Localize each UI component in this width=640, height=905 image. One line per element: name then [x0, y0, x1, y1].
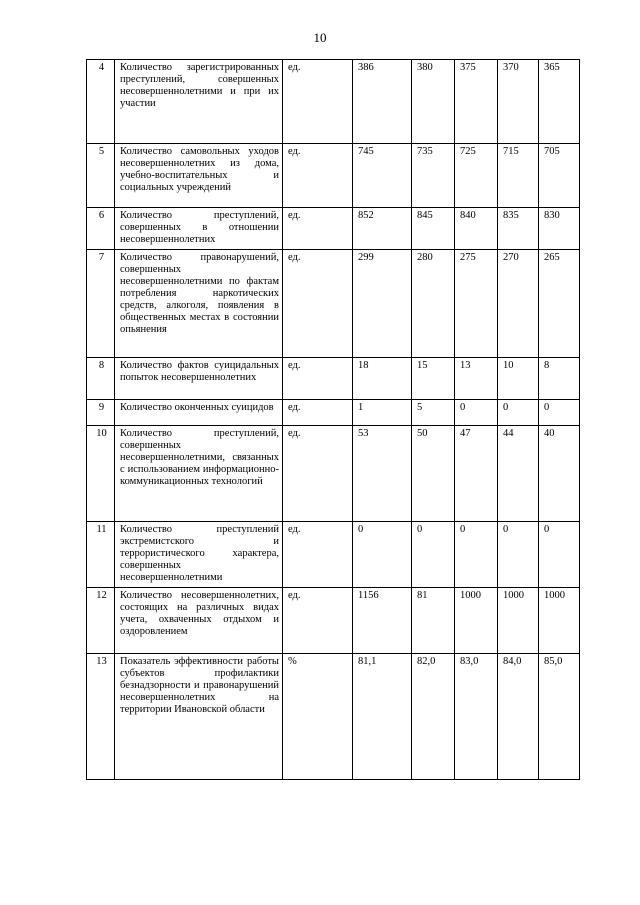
unit-cell: ед. [283, 60, 353, 144]
value-cell: 0 [353, 522, 412, 588]
value-cell: 82,0 [412, 654, 455, 780]
value-cell: 0 [412, 522, 455, 588]
value-cell: 852 [353, 208, 412, 250]
value-cell: 18 [353, 358, 412, 400]
table-row [87, 208, 580, 250]
value-cell: 386 [353, 60, 412, 144]
unit-cell: ед. [283, 358, 353, 400]
value-cell: 735 [412, 144, 455, 208]
value-cell: 370 [498, 60, 539, 144]
value-cell: 835 [498, 208, 539, 250]
value-cell: 375 [455, 60, 498, 144]
unit-cell: ед. [283, 400, 353, 426]
value-cell: 275 [455, 250, 498, 358]
value-cell: 15 [412, 358, 455, 400]
value-cell: 10 [498, 358, 539, 400]
row-number-cell: 5 [87, 144, 115, 208]
value-cell: 5 [412, 400, 455, 426]
indicator-name-cell: Количество преступлений, совершенных несовершеннолетними, связанных с использованием информационно-коммуникационных технологий [115, 426, 283, 522]
value-cell: 50 [412, 426, 455, 522]
value-cell: 380 [412, 60, 455, 144]
page-number: 10 [313, 30, 327, 45]
value-cell: 265 [539, 250, 580, 358]
value-cell: 1 [353, 400, 412, 426]
value-cell: 840 [455, 208, 498, 250]
value-cell: 1000 [539, 588, 580, 654]
value-cell: 85,0 [539, 654, 580, 780]
value-cell: 745 [353, 144, 412, 208]
indicator-name-cell: Количество несовершеннолетних, состоящих на различных видах учета, охваченных отдыхом и оздоровлением [115, 588, 283, 654]
table-row [87, 654, 580, 780]
value-cell: 715 [498, 144, 539, 208]
value-cell: 40 [539, 426, 580, 522]
row-number-cell: 10 [87, 426, 115, 522]
indicators-table [86, 59, 580, 780]
row-number-cell: 8 [87, 358, 115, 400]
table-row [87, 426, 580, 522]
value-cell: 725 [455, 144, 498, 208]
indicator-name-cell: Количество зарегистрированных преступлений, совершенных несовершеннолетними и при их участии [115, 60, 283, 144]
value-cell: 280 [412, 250, 455, 358]
table-row [87, 144, 580, 208]
indicator-name-cell: Показатель эффективности работы субъектов профилактики безнадзорности и правонарушений несовершеннолетних на территории Ивановской области [115, 654, 283, 780]
row-number-cell: 12 [87, 588, 115, 654]
indicator-name-cell: Количество самовольных уходов несовершеннолетних из дома, учебно-воспитательных и социальных учреждений [115, 144, 283, 208]
value-cell: 270 [498, 250, 539, 358]
indicator-name-cell: Количество оконченных суицидов [115, 400, 283, 426]
value-cell: 299 [353, 250, 412, 358]
unit-cell: ед. [283, 208, 353, 250]
table-row [87, 588, 580, 654]
indicator-name-cell: Количество правонарушений, совершенных несовершеннолетними по фактам потребления наркотических средств, алкоголя, появления в общественных местах в состоянии опьянения [115, 250, 283, 358]
unit-cell: ед. [283, 522, 353, 588]
value-cell: 0 [539, 522, 580, 588]
table-row [87, 400, 580, 426]
value-cell: 44 [498, 426, 539, 522]
value-cell: 365 [539, 60, 580, 144]
table-row [87, 60, 580, 144]
table-row [87, 358, 580, 400]
indicator-name-cell: Количество фактов суицидальных попыток несовершеннолетних [115, 358, 283, 400]
unit-cell: ед. [283, 250, 353, 358]
value-cell: 1000 [455, 588, 498, 654]
table-body [87, 60, 580, 780]
value-cell: 8 [539, 358, 580, 400]
row-number-cell: 7 [87, 250, 115, 358]
row-number-cell: 6 [87, 208, 115, 250]
unit-cell: ед. [283, 144, 353, 208]
value-cell: 705 [539, 144, 580, 208]
indicator-name-cell: Количество преступлений, совершенных в отношении несовершеннолетних [115, 208, 283, 250]
value-cell: 0 [498, 400, 539, 426]
table-row [87, 522, 580, 588]
value-cell: 81,1 [353, 654, 412, 780]
value-cell: 0 [539, 400, 580, 426]
value-cell: 0 [498, 522, 539, 588]
unit-cell: ед. [283, 588, 353, 654]
value-cell: 81 [412, 588, 455, 654]
value-cell: 53 [353, 426, 412, 522]
value-cell: 84,0 [498, 654, 539, 780]
value-cell: 0 [455, 522, 498, 588]
value-cell: 47 [455, 426, 498, 522]
row-number-cell: 9 [87, 400, 115, 426]
unit-cell: % [283, 654, 353, 780]
value-cell: 13 [455, 358, 498, 400]
value-cell: 830 [539, 208, 580, 250]
value-cell: 1000 [498, 588, 539, 654]
table-row [87, 250, 580, 358]
value-cell: 845 [412, 208, 455, 250]
value-cell: 1156 [353, 588, 412, 654]
indicator-name-cell: Количество преступлений экстремистского и террористического характера, совершенных несовершеннолетними [115, 522, 283, 588]
unit-cell: ед. [283, 426, 353, 522]
row-number-cell: 4 [87, 60, 115, 144]
value-cell: 0 [455, 400, 498, 426]
row-number-cell: 13 [87, 654, 115, 780]
value-cell: 83,0 [455, 654, 498, 780]
row-number-cell: 11 [87, 522, 115, 588]
